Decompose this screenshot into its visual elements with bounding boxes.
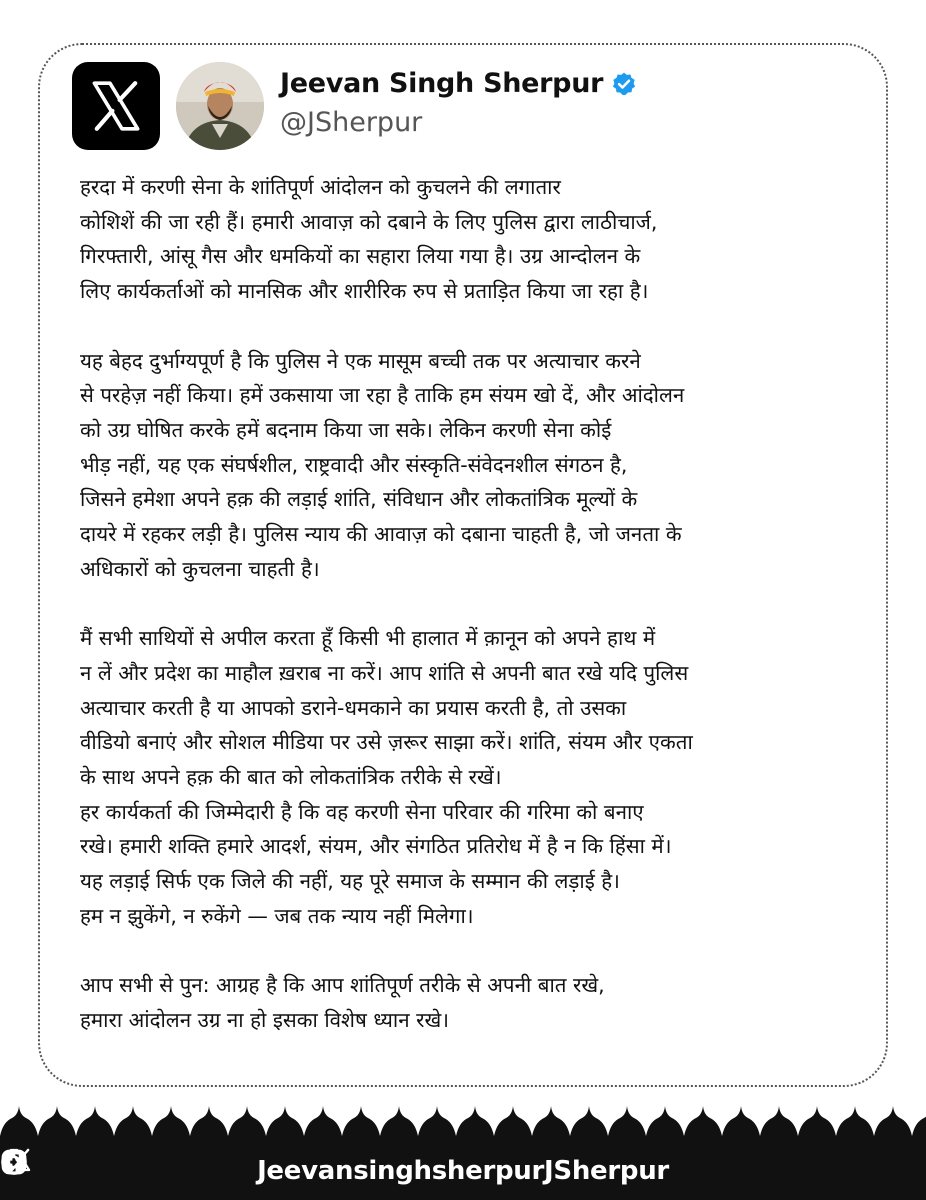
post-line: भीड़ नहीं, यह एक संघर्षशील, राष्ट्रवादी और संस्कृति-संवेदनशील संगठन है, (80, 452, 628, 477)
post-line: से परहेज़ नहीं किया। हमें उकसाया जा रहा है ताकि हम संयम खो दें, और आंदोलन (80, 383, 685, 408)
post-line: हर कार्यकर्ता की जिम्मेदारी है कि वह करणी सेना परिवार की गरिमा को बनाए (80, 799, 644, 824)
post-paragraph (80, 968, 870, 1037)
post-paragraph (80, 621, 870, 933)
profile-photo (176, 62, 264, 150)
footer-handle-main[interactable]: Jeevansinghsherpur (257, 1156, 545, 1186)
avatar[interactable] (176, 62, 264, 150)
footer-handle-x[interactable]: JSherpur (544, 1156, 669, 1186)
post-line: हरदा में करणी सेना के शांतिपूर्ण आंदोलन को कुचलने की लगातार (80, 175, 561, 199)
post-line: दायरे में रहकर लड़ी है। पुलिस न्याय की आवाज़ को दबाना चाहती है, जो जनता के (80, 522, 682, 547)
post-line: लिए कार्यकर्ताओं को मानसिक और शारीरिक रुप से प्रताड़ित किया जा रहा है। (80, 279, 649, 304)
post-paragraph (80, 344, 870, 587)
post-line: मैं सभी साथियों से अपील करता हूँ किसी भी हालात में क़ानून को अपने हाथ में (80, 626, 656, 651)
verified-badge-icon (611, 71, 637, 97)
author-handle[interactable]: @JSherpur (280, 107, 423, 138)
post-line: अत्याचार करती है या आपको डराने-धमकाने का प्रयास करती है, तो उसका (80, 695, 627, 720)
post-line: गिरफ्तारी, आंसू गैस और धमकियों का सहारा लिया गया है। उग्र आन्दोलन के (80, 244, 641, 269)
post-line: रखे। हमारी शक्ति हमारे आदर्श, संयम, और संगठित प्रतिरोध में है न कि हिंसा में। (80, 834, 672, 859)
footer-social-row (0, 1148, 926, 1194)
post-body (80, 170, 870, 1072)
post-line: के साथ अपने हक़ की बात को लोकतांत्रिक तरीके से रखें। (80, 764, 502, 789)
post-line: न लें और प्रदेश का माहौल ख़राब ना करें। आप शांति से अपनी बात रखे यदि पुलिस (80, 660, 689, 685)
post-line: हमारा आंदोलन उग्र ना हो इसका विशेष ध्यान रखे। (80, 1007, 450, 1032)
author-row (280, 68, 637, 99)
post-line: अधिकारों को कुचलना चाहती है। (80, 556, 320, 581)
author-name[interactable]: Jeevan Singh Sherpur (280, 68, 604, 99)
post-line: कोशिशें की जा रही हैं। हमारी आवाज़ को दबाने के लिए पुलिस द्वारा लाठीचार्ज, (80, 209, 658, 234)
post-line: को उग्र घोषित करके हमें बदनाम किया जा सके। लेकिन करणी सेना कोई (80, 417, 612, 442)
post-line: जिसने हमेशा अपने हक़ की लड़ाई शांति, संविधान और लोकतांत्रिक मूल्यों के (80, 487, 638, 512)
x-logo-icon (72, 62, 160, 150)
post-line: आप सभी से पुन: आग्रह है कि आप शांतिपूर्ण तरीके से अपनी बात रखे, (80, 973, 605, 998)
post-line: यह लड़ाई सिर्फ एक जिले की नहीं, यह पूरे समाज के सम्मान की लड़ाई है। (80, 869, 620, 894)
post-line: यह बेहद दुर्भाग्यपूर्ण है कि पुलिस ने एक मासूम बच्ची तक पर अत्याचार करने (80, 348, 641, 373)
post-line: वीडियो बनाएं और सोशल मीडिया पर उसे ज़रूर साझा करें। शांति, संयम और एकता (80, 730, 693, 755)
post-paragraph (80, 170, 870, 309)
x-logo-icon (8, 1148, 32, 1172)
post-line: हम न झुकेंगे, न रुकेंगे — जब तक न्याय नहीं मिलेगा। (80, 903, 474, 928)
footer-banner (0, 1106, 926, 1200)
